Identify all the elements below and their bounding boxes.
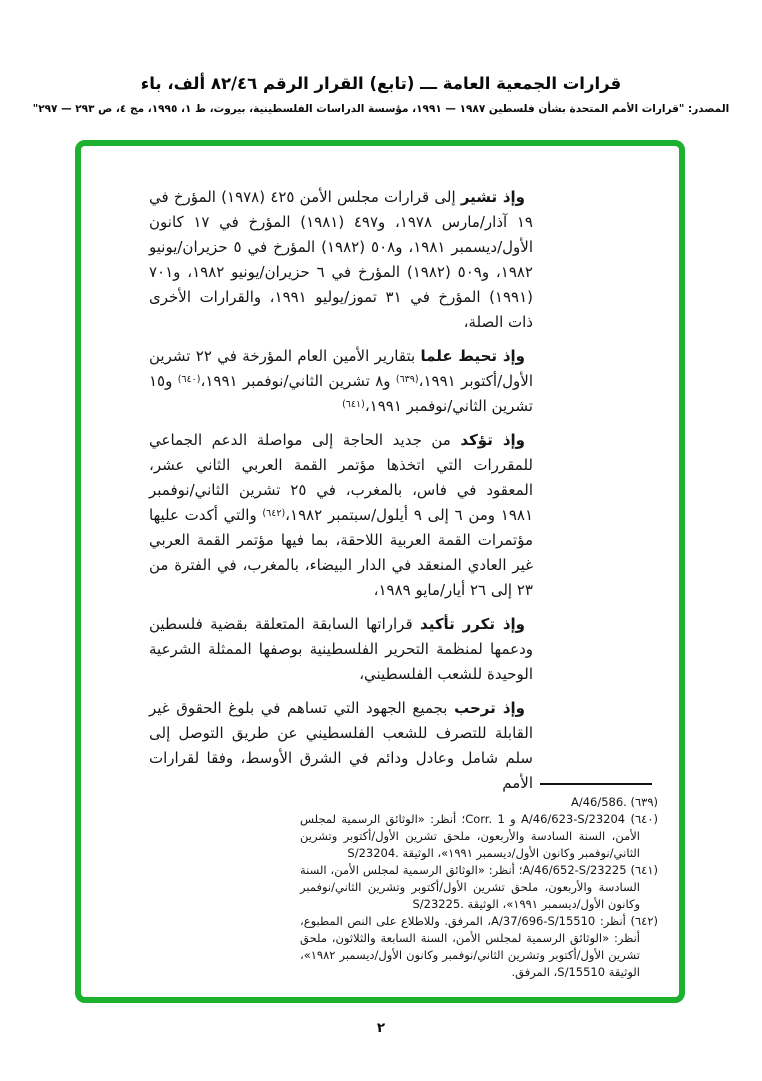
paragraph-text: إلى قرارات مجلس الأمن ٤٢٥ (١٩٧٨) المؤرخ في ١٩ آذار/مارس ١٩٧٨، و٤٩٧ (١٩٨١) المؤرخ في ١٧ كانون الأول/ديسمبر ١٩٨١، و٥٠٨ (١٩٨٢) المؤرخ في ٥ حزيران/يونيو ١٩٨٢، و٥٠٩ (١٩٨٢) المؤرخ في ٦ حزيران/يونيو ١٩٨٢، و٧٠١ (١٩٩١) المؤرخ في ٣١ تموز/يوليو ١٩٩١، والقرارات الأخرى ذات الصلة،: [149, 188, 534, 331]
footnote-number: (٦٤١): [630, 863, 659, 877]
document-source-line: المصدر: "قرارات الأمم المتحدة بشأن فلسطين ١٩٨٧ — ١٩٩١، مؤسسة الدراسات الفلسطينية، بيروت، ط ١، ١٩٩٥، مج ٤، ص ٢٩٣ — ٢٩٧": [32, 103, 730, 115]
footnote-item: [300, 811, 658, 862]
preamble-paragraph: [149, 185, 533, 335]
paragraph-text: بجميع الجهود التي تساهم في بلوغ الحقوق غير القابلة للتصرف للشعب الفلسطيني عن طريق التوصل إلى سلم شامل وعادل ودائم في الشرق الأوسط، وفقا لقرارات الأمم: [149, 699, 533, 792]
paragraph-text: من جديد الحاجة إلى مواصلة الدعم الجماعي للمقررات التي اتخذها مؤتمر القمة العربي الثاني عشر، المعقود في فاس، بالمغرب، في ٢٥ تشرين الثاني/نوفمبر ١٩٨١ ومن ٦ إلى ٩ أيلول/سبتمبر ١٩٨٢،: [149, 431, 534, 524]
document-title: قرارات الجمعية العامة ـــ (تابع) القرار الرقم ٨٢/٤٦ ألف، باء: [140, 74, 622, 93]
footnote-ref: (٦٤٢): [262, 508, 286, 519]
paragraph-text: والتي أكدت عليها مؤتمرات القمة العربية اللاحقة، بما فيها مؤتمر القمة العربي غير العادي المنعقد في الدار البيضاء، بالمغرب، في الفترة من ٢٣ إلى ٢٦ أيار/مايو ١٩٨٩،: [149, 506, 533, 599]
preamble-paragraph: [149, 428, 533, 603]
page-number: ٢: [376, 1020, 386, 1036]
footnote-item: [300, 913, 658, 981]
paragraph-lead: وإذ ترحب: [454, 699, 525, 717]
footnote-number: (٦٣٩): [630, 795, 658, 809]
paragraph-lead: وإذ تكرر تأكيد: [420, 615, 525, 633]
preamble-paragraph: [149, 612, 533, 687]
footnote-separator: [540, 783, 652, 785]
footnote-number: (٦٤٢): [630, 914, 659, 928]
footnote-text: A/46/652-S/23225؛ أنظر: «الوثائق الرسمية لمجلس الأمن، السنة السادسة والأربعون، ملحق تشرين الأول/أكتوبر وتشرين الثاني/نوفمبر وكانون الأول/ديسمبر ١٩٩١»، الوثيقة S/23225.‎: [300, 863, 640, 911]
footnote-ref: (٦٣٩): [395, 374, 419, 385]
preamble-paragraph: [149, 696, 533, 796]
footnote-item: [300, 794, 658, 811]
paragraph-text: بتقارير الأمين العام المؤرخة في ٢٢ تشرين الأول/أكتوبر ١٩٩١،: [149, 347, 533, 390]
paragraph-text: و١٥ تشرين الثاني/نوفمبر ١٩٩١،: [149, 372, 533, 415]
preamble-paragraph: [149, 344, 533, 419]
footnote-text: أنظر: A/37/696-S/15510، المرفق. وللاطلاع على النص المطبوع، أنظر: «الوثائق الرسمية لمجلس الأمن، السنة السابعة والثلاثون، ملحق تشرين الأول/أكتوبر وتشرين الثاني/نوفمبر وكانون الأول/ديسمبر ١٩٨٢»، الوثيقة S/15510، المرفق.: [300, 914, 640, 979]
footnote-number: (٦٤٠): [630, 812, 658, 826]
footnote-text: A/46/586.‎: [570, 795, 627, 809]
paragraph-text: و٨ تشرين الثاني/نوفمبر ١٩٩١،: [200, 372, 396, 390]
paragraph-text: قراراتها السابقة المتعلقة بقضية فلسطين ودعمها لمنظمة التحرير الفلسطينية بوصفها الممثلة الشرعية الوحيدة للشعب الفلسطيني،: [149, 615, 533, 683]
footnote-ref: (٦٤١): [342, 399, 365, 410]
footnotes-section: [300, 783, 658, 981]
footnote-item: [300, 862, 658, 913]
paragraph-lead: وإذ تشير: [460, 188, 526, 206]
footnote-ref: (٦٤٠): [177, 374, 201, 385]
document-frame: [75, 140, 685, 1003]
resolution-preamble: [149, 185, 533, 805]
footnote-text: A/46/623-S/23204 و Corr. 1؛ أنظر: «الوثائق الرسمية لمجلس الأمن، السنة السادسة والأربعون، ملحق تشرين الأول/أكتوبر وتشرين الثاني/نوفمبر وكانون الأول/ديسمبر ١٩٩١»، الوثيقة S/23204.‎: [300, 812, 640, 860]
paragraph-lead: وإذ تحيط علما: [420, 347, 525, 365]
paragraph-lead: وإذ تؤكد: [460, 431, 525, 449]
footnote-list: [300, 794, 658, 981]
